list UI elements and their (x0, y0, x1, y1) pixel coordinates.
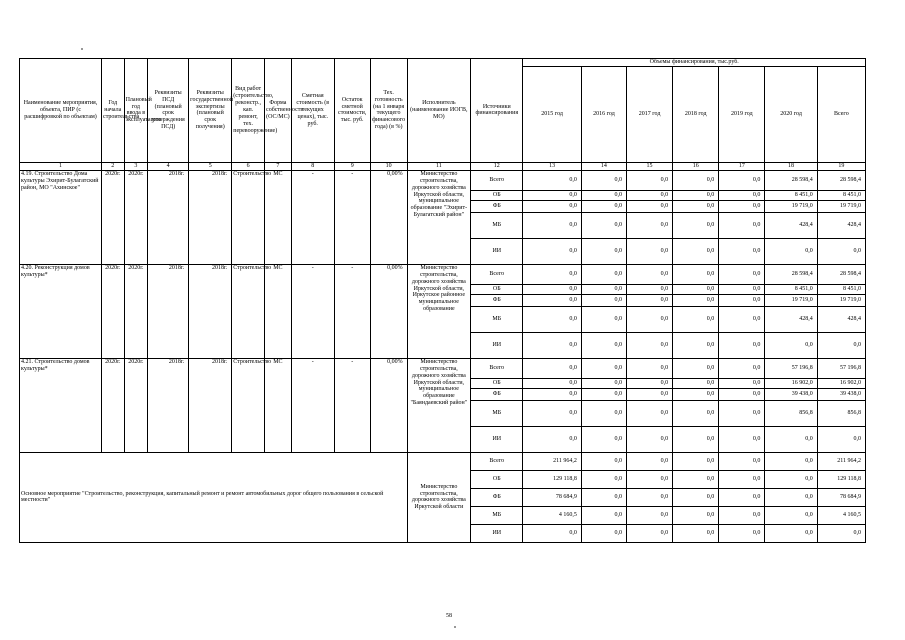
object-name: 4.21. Строительство домов культуры* (20, 358, 102, 452)
header-remaining: Остаток сметной стоимости, тыс. руб. (334, 59, 370, 163)
funding-value: 16 902,0 (817, 378, 865, 388)
object-expertise: 2018г. (189, 170, 232, 264)
funding-source: ФБ (471, 488, 523, 506)
object-year-start: 2020г. (102, 358, 125, 452)
funding-value: 0,0 (626, 378, 672, 388)
column-number: 10 (370, 162, 407, 170)
column-number: 14 (581, 162, 626, 170)
header-year: 2020 год (765, 66, 817, 162)
funding-value: 0,0 (719, 426, 765, 452)
funding-value: 0,0 (581, 306, 626, 332)
object-expertise: 2018г. (189, 264, 232, 358)
funding-value: 57 196,8 (765, 358, 817, 378)
funding-value: 0,0 (719, 212, 765, 238)
funding-value: 0,0 (673, 332, 719, 358)
funding-value: 0,0 (765, 332, 817, 358)
funding-value: 8 451,0 (765, 284, 817, 294)
object-remaining: - (334, 264, 370, 358)
object-work-type: Строительство (232, 170, 265, 264)
funding-value: 0,0 (673, 426, 719, 452)
object-executor: Министерство строительства, дорожного хозяйства Иркутской области, муниципальное образование "Баяндаевский район" (407, 358, 471, 452)
header-sources: Источники финансирования (471, 59, 523, 163)
header-year: 2018 год (673, 66, 719, 162)
column-number: 5 (189, 162, 232, 170)
funding-value: 0,0 (719, 190, 765, 200)
funding-value: 211 964,2 (523, 452, 581, 470)
funding-value: 28 598,4 (765, 170, 817, 190)
column-number: 9 (334, 162, 370, 170)
financing-table (19, 58, 866, 543)
header-year: 2019 год (719, 66, 765, 162)
page-number: 58 (446, 613, 452, 619)
funding-value: 0,0 (719, 378, 765, 388)
funding-value: 0,0 (719, 294, 765, 306)
funding-value: 0,0 (719, 400, 765, 426)
funding-value: 0,0 (581, 524, 626, 542)
main-event-executor: Министерство строительства, дорожного хозяйства Иркутской области (407, 452, 471, 542)
funding-value: 0,0 (523, 358, 581, 378)
funding-value: 0,0 (523, 400, 581, 426)
funding-value: 0,0 (523, 212, 581, 238)
funding-value: 0,0 (626, 200, 672, 212)
column-number: 12 (471, 162, 523, 170)
funding-value: 4 160,5 (523, 506, 581, 524)
funding-value: 0,0 (523, 264, 581, 284)
header-name: Наименование мероприятия, объекта, ПИР (с расшифровкой по объектам) (20, 59, 102, 163)
object-name: 4.20. Реконструкция домов культуры* (20, 264, 102, 358)
header-psd: Реквизиты ПСД (плановый срок утверждения ПСД) (148, 59, 189, 163)
funding-value: 0,0 (626, 400, 672, 426)
scan-speck (454, 626, 456, 628)
funding-value: 0,0 (719, 388, 765, 400)
object-estimate: - (291, 358, 334, 452)
object-remaining: - (334, 170, 370, 264)
funding-source: МБ (471, 306, 523, 332)
funding-source: Всего (471, 264, 523, 284)
funding-value: 0,0 (765, 426, 817, 452)
object-year-start: 2020г. (102, 264, 125, 358)
column-number: 8 (291, 162, 334, 170)
funding-value: 8 451,0 (817, 190, 865, 200)
funding-value: 129 118,8 (523, 470, 581, 488)
funding-value: 0,0 (673, 400, 719, 426)
object-executor: Министерство строительства, дорожного хозяйства Иркутской области, Иркутское районное муниципальное образование (407, 264, 471, 358)
object-year-start: 2020г. (102, 170, 125, 264)
funding-value: 856,8 (817, 400, 865, 426)
funding-value: 0,0 (626, 190, 672, 200)
funding-value: 0,0 (719, 200, 765, 212)
funding-value: 0,0 (523, 190, 581, 200)
object-ownership: МС (265, 264, 292, 358)
object-readiness: 0,00% (370, 170, 407, 264)
funding-value: 0,0 (719, 452, 765, 470)
funding-value: 28 598,4 (765, 264, 817, 284)
funding-value: 0,0 (673, 200, 719, 212)
funding-value: 0,0 (817, 426, 865, 452)
funding-value: 0,0 (719, 488, 765, 506)
funding-value: 19 719,0 (817, 294, 865, 306)
funding-value: 0,0 (581, 470, 626, 488)
column-number: 18 (765, 162, 817, 170)
funding-value: 0,0 (719, 284, 765, 294)
funding-source: ИИ (471, 332, 523, 358)
funding-source: МБ (471, 212, 523, 238)
funding-value: 0,0 (581, 200, 626, 212)
funding-value: 0,0 (719, 264, 765, 284)
funding-value: 0,0 (626, 212, 672, 238)
object-psd: 2018г. (148, 170, 189, 264)
funding-value: 0,0 (581, 378, 626, 388)
funding-value: 0,0 (719, 506, 765, 524)
funding-value: 0,0 (673, 170, 719, 190)
funding-value: 0,0 (626, 284, 672, 294)
object-estimate: - (291, 264, 334, 358)
funding-value: 19 719,0 (765, 294, 817, 306)
funding-value: 57 196,8 (817, 358, 865, 378)
funding-value: 0,0 (817, 238, 865, 264)
funding-value: 0,0 (626, 238, 672, 264)
funding-value: 0,0 (673, 294, 719, 306)
funding-value: 19 719,0 (765, 200, 817, 212)
funding-value: 0,0 (673, 190, 719, 200)
funding-value: 856,8 (765, 400, 817, 426)
funding-value: 0,0 (523, 284, 581, 294)
funding-value: 0,0 (626, 452, 672, 470)
scan-speck (81, 48, 83, 50)
funding-value: 0,0 (626, 294, 672, 306)
funding-value: 0,0 (719, 306, 765, 332)
header-total: Всего (817, 66, 865, 162)
object-ownership: МС (265, 170, 292, 264)
funding-source: ФБ (471, 200, 523, 212)
column-number: 16 (673, 162, 719, 170)
header-estimate: Сметная стоимость (в текущих ценах), тыс. руб. (291, 59, 334, 163)
header-year-commission: Плановый год ввода в эксплуатацию (124, 59, 148, 163)
funding-value: 0,0 (523, 170, 581, 190)
funding-source: ИИ (471, 238, 523, 264)
funding-value: 0,0 (581, 264, 626, 284)
funding-value: 8 451,0 (817, 284, 865, 294)
funding-value: 0,0 (581, 488, 626, 506)
funding-value: 0,0 (626, 506, 672, 524)
funding-value: 0,0 (581, 388, 626, 400)
funding-value: 0,0 (817, 524, 865, 542)
funding-value: 0,0 (581, 170, 626, 190)
funding-value: 0,0 (626, 170, 672, 190)
funding-value: 0,0 (581, 358, 626, 378)
object-row (20, 264, 866, 284)
column-number: 7 (265, 162, 292, 170)
column-number: 3 (124, 162, 148, 170)
funding-value: 0,0 (673, 284, 719, 294)
funding-source: МБ (471, 506, 523, 524)
funding-source: ИИ (471, 524, 523, 542)
header-year: 2017 год (626, 66, 672, 162)
funding-value: 211 964,2 (817, 452, 865, 470)
funding-value: 0,0 (523, 524, 581, 542)
funding-value: 0,0 (523, 426, 581, 452)
header-year: 2016 год (581, 66, 626, 162)
object-executor: Министерство строительства, дорожного хозяйства Иркутской области, муниципальное образование "Эхирит-Булагатский район" (407, 170, 471, 264)
funding-value: 0,0 (626, 388, 672, 400)
funding-value: 0,0 (765, 488, 817, 506)
header-ownership: Форма собственности (ОС/МС) (265, 59, 292, 163)
funding-value: 0,0 (719, 170, 765, 190)
funding-value: 0,0 (719, 358, 765, 378)
funding-value: 0,0 (626, 332, 672, 358)
funding-value: 0,0 (765, 506, 817, 524)
object-row (20, 358, 866, 378)
funding-value: 0,0 (719, 470, 765, 488)
header-year: 2015 год (523, 66, 581, 162)
funding-value: 78 684,9 (523, 488, 581, 506)
funding-value: 129 118,8 (817, 470, 865, 488)
header-executor: Исполнитель (наименование ИОГВ, МО) (407, 59, 471, 163)
column-number: 17 (719, 162, 765, 170)
object-expertise: 2018г. (189, 358, 232, 452)
funding-value: 0,0 (581, 238, 626, 264)
column-number: 11 (407, 162, 471, 170)
funding-value: 0,0 (673, 524, 719, 542)
funding-value: 16 902,0 (765, 378, 817, 388)
funding-value: 0,0 (719, 238, 765, 264)
column-number: 13 (523, 162, 581, 170)
column-number: 4 (148, 162, 189, 170)
funding-source: ОБ (471, 470, 523, 488)
funding-value: 0,0 (581, 426, 626, 452)
column-number: 6 (232, 162, 265, 170)
funding-value: 0,0 (626, 488, 672, 506)
funding-value: 428,4 (817, 306, 865, 332)
funding-value: 0,0 (626, 470, 672, 488)
funding-value: 0,0 (673, 388, 719, 400)
funding-value: 0,0 (626, 306, 672, 332)
funding-value: 0,0 (673, 488, 719, 506)
funding-value: 0,0 (719, 524, 765, 542)
funding-value: 0,0 (581, 452, 626, 470)
funding-source: Всего (471, 452, 523, 470)
funding-source: Всего (471, 358, 523, 378)
header-year-start: Год начала строительства (102, 59, 125, 163)
funding-value: 28 598,4 (817, 264, 865, 284)
header-row-top (20, 59, 866, 67)
funding-value: 0,0 (626, 524, 672, 542)
column-number: 2 (102, 162, 125, 170)
column-number: 19 (817, 162, 865, 170)
funding-source: ФБ (471, 388, 523, 400)
column-number: 15 (626, 162, 672, 170)
funding-value: 0,0 (673, 264, 719, 284)
funding-value: 0,0 (626, 358, 672, 378)
object-ownership: МС (265, 358, 292, 452)
funding-value: 0,0 (581, 190, 626, 200)
funding-value: 428,4 (817, 212, 865, 238)
funding-value: 0,0 (581, 506, 626, 524)
column-number-row (20, 162, 866, 170)
funding-value: 0,0 (581, 212, 626, 238)
column-number: 1 (20, 162, 102, 170)
funding-value: 8 451,0 (765, 190, 817, 200)
funding-value: 0,0 (581, 332, 626, 358)
funding-source: ОБ (471, 190, 523, 200)
object-work-type: Строительство (232, 264, 265, 358)
header-volumes: Объемы финансирования, тыс.руб. (523, 59, 866, 67)
funding-value: 0,0 (765, 238, 817, 264)
funding-value: 0,0 (523, 200, 581, 212)
funding-value: 0,0 (523, 378, 581, 388)
funding-value: 0,0 (581, 400, 626, 426)
object-row (20, 170, 866, 190)
funding-value: 0,0 (673, 452, 719, 470)
funding-value: 0,0 (673, 506, 719, 524)
object-readiness: 0,00% (370, 264, 407, 358)
object-remaining: - (334, 358, 370, 452)
funding-value: 0,0 (673, 378, 719, 388)
funding-value: 0,0 (626, 426, 672, 452)
funding-value: 0,0 (673, 212, 719, 238)
header-readiness: Тех. готовность (на 1 января текущего финансового года) (в %) (370, 59, 407, 163)
funding-value: 428,4 (765, 306, 817, 332)
funding-value: 0,0 (673, 238, 719, 264)
funding-value: 0,0 (581, 294, 626, 306)
header-expertise: Реквизиты государственной экспертизы (плановый срок получения) (189, 59, 232, 163)
funding-value: 0,0 (581, 284, 626, 294)
funding-value: 0,0 (523, 332, 581, 358)
funding-source: ОБ (471, 378, 523, 388)
funding-source: ФБ (471, 294, 523, 306)
funding-source: ИИ (471, 426, 523, 452)
funding-value: 0,0 (673, 470, 719, 488)
funding-value: 0,0 (765, 524, 817, 542)
object-psd: 2018г. (148, 358, 189, 452)
object-name: 4.19. Строительство Дома культуры Эхирит-Булагатский район, МО "Ахинское" (20, 170, 102, 264)
funding-source: МБ (471, 400, 523, 426)
funding-value: 0,0 (626, 264, 672, 284)
funding-value: 0,0 (765, 470, 817, 488)
funding-source: ОБ (471, 284, 523, 294)
object-year-commission: 2020г. (124, 358, 148, 452)
funding-value: 0,0 (765, 452, 817, 470)
object-work-type: Строительство (232, 358, 265, 452)
object-estimate: - (291, 170, 334, 264)
main-event-name: Основное мероприятие "Строительство, реконструкция, капитальный ремонт и ремонт автомобильных дорог общего пользования в сельской местности" (20, 452, 408, 542)
funding-value: 4 160,5 (817, 506, 865, 524)
funding-value: 39 438,0 (817, 388, 865, 400)
funding-value: 19 719,0 (817, 200, 865, 212)
object-year-commission: 2020г. (124, 170, 148, 264)
funding-source: Всего (471, 170, 523, 190)
funding-value: 39 438,0 (765, 388, 817, 400)
object-psd: 2018г. (148, 264, 189, 358)
funding-value: 0,0 (523, 238, 581, 264)
header-work-type: Вид работ (строительство, реконстр., кап. ремонт, тех. перевооружение) (232, 59, 265, 163)
funding-value: 0,0 (523, 294, 581, 306)
object-readiness: 0,00% (370, 358, 407, 452)
funding-value: 428,4 (765, 212, 817, 238)
funding-value: 0,0 (817, 332, 865, 358)
funding-value: 0,0 (523, 388, 581, 400)
funding-value: 0,0 (523, 306, 581, 332)
funding-value: 0,0 (719, 332, 765, 358)
funding-value: 0,0 (673, 306, 719, 332)
funding-value: 28 598,4 (817, 170, 865, 190)
object-year-commission: 2020г. (124, 264, 148, 358)
funding-value: 78 684,9 (817, 488, 865, 506)
main-event-row (20, 452, 866, 470)
funding-value: 0,0 (673, 358, 719, 378)
